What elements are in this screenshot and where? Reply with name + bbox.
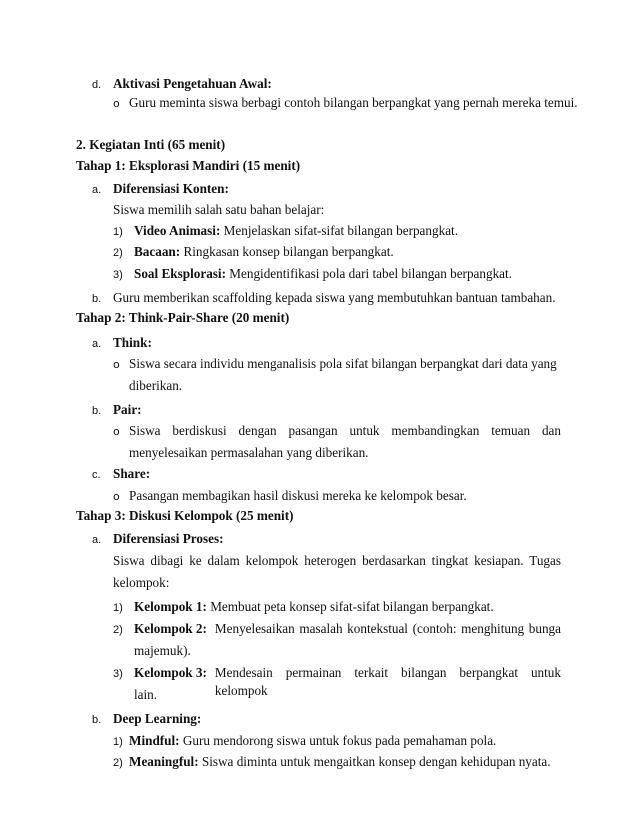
section-title: 2. Kegiatan Inti (65 menit) — [76, 137, 226, 152]
list-marker: b. — [92, 293, 102, 305]
item-heading: Deep Learning: — [113, 711, 202, 726]
item-heading: Share: — [113, 466, 151, 481]
list-marker: c. — [92, 469, 101, 481]
list-item — [129, 732, 496, 750]
list-item — [134, 620, 561, 638]
list-marker: b. — [92, 714, 102, 726]
list-item — [134, 598, 494, 616]
item-text: Guru mendorong siswa untuk fokus pada pemahaman pola. — [179, 733, 497, 748]
list-marker: 3) — [113, 668, 123, 680]
paragraph-text: Pasangan membagikan hasil diskusi mereka ke kelompok besar. — [129, 488, 467, 503]
item-label: Bacaan: — [134, 244, 181, 259]
bullet-icon: o — [113, 358, 120, 371]
item-heading: Diferensiasi Konten: — [113, 181, 229, 196]
list-item — [134, 265, 512, 283]
list-item — [134, 664, 561, 700]
paragraph-line: Siswa secara individu menganalisis pola sifat bilangan berpangkat dari data yang — [129, 356, 557, 371]
paragraph-text: Guru meminta siswa berbagi contoh bilangan berpangkat yang pernah mereka temui. — [129, 95, 578, 110]
section-heading: Aktivasi Pengetahuan Awal: — [113, 76, 272, 91]
paragraph-line: diberikan. — [129, 378, 183, 393]
bullet-icon: o — [113, 490, 120, 503]
list-marker: 3) — [113, 269, 123, 281]
item-text: Menyelesaikan masalah kontekstual (contoh: menghitung bunga — [214, 621, 561, 636]
item-text: Mengidentifikasi pola dari tabel bilangan berpangkat. — [225, 266, 512, 281]
stage-title: Tahap 3: Diskusi Kelompok (25 menit) — [76, 508, 294, 523]
paragraph-line: kelompok: — [113, 575, 170, 590]
list-marker: 2) — [113, 757, 123, 769]
list-marker: a. — [92, 338, 102, 350]
stage-title: Tahap 2: Think-Pair-Share (20 menit) — [76, 310, 290, 325]
item-heading: Think: — [113, 335, 152, 350]
item-label: Meaningful: — [129, 754, 199, 769]
list-item — [134, 243, 394, 261]
item-heading: Pair: — [113, 402, 142, 417]
item-label: Kelompok 1: — [134, 599, 207, 614]
item-label: Soal Eksplorasi: — [134, 266, 226, 281]
item-text: Menjelaskan sifat-sifat bilangan berpangkat. — [220, 223, 459, 238]
item-text: Siswa diminta untuk mengaitkan konsep dengan kehidupan nyata. — [198, 754, 551, 769]
stage-title: Tahap 1: Eksplorasi Mandiri (15 menit) — [76, 158, 301, 173]
item-label: Kelompok 2: — [134, 621, 207, 636]
paragraph-text — [129, 355, 561, 373]
bullet-icon: o — [113, 97, 120, 110]
list-marker: 1) — [113, 736, 123, 748]
list-item — [134, 222, 458, 240]
list-marker: a. — [92, 184, 102, 196]
list-marker: a. — [92, 534, 102, 546]
item-label: Kelompok 3: — [134, 665, 207, 680]
item-text: Membuat peta konsep sifat-sifat bilangan berpangkat. — [206, 599, 494, 614]
list-marker: 1) — [113, 226, 123, 238]
paragraph-line: Siswa dibagi ke dalam kelompok heterogen berdasarkan tingkat kesiapan. Tugas — [113, 553, 561, 568]
item-text-continued: majemuk). — [134, 643, 191, 658]
item-label: Mindful: — [129, 733, 180, 748]
list-marker: d. — [92, 79, 102, 91]
list-item — [129, 753, 551, 771]
paragraph-line: Siswa berdiskusi dengan pasangan untuk membandingkan temuan dan — [129, 423, 561, 438]
item-label: Video Animasi: — [134, 223, 221, 238]
paragraph-text: Guru memberikan scaffolding kepada siswa yang membutuhkan bantuan tambahan. — [113, 290, 556, 305]
list-marker: 1) — [113, 602, 123, 614]
item-text: Mendesain permainan terkait bilangan berpangkat untuk kelompok — [214, 665, 561, 698]
list-marker: 2) — [113, 624, 123, 636]
paragraph-line: menyelesaikan permasalahan yang diberikan. — [129, 445, 369, 460]
list-marker: 2) — [113, 247, 123, 259]
item-heading: Diferensiasi Proses: — [113, 531, 224, 546]
list-marker: b. — [92, 405, 102, 417]
item-text: Ringkasan konsep bilangan berpangkat. — [180, 244, 394, 259]
paragraph-text: Siswa memilih salah satu bahan belajar: — [113, 202, 325, 217]
bullet-icon: o — [113, 425, 120, 438]
item-text-continued: lain. — [134, 687, 158, 702]
